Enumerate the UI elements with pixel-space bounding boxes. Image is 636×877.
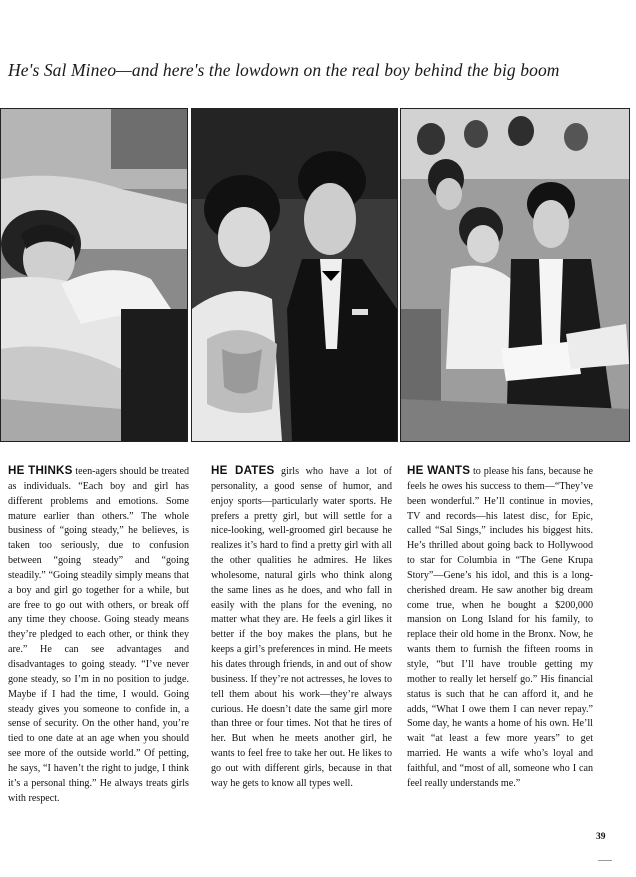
column-paragraph	[211, 464, 392, 792]
column-paragraph	[8, 464, 189, 806]
scan-mark	[598, 860, 612, 861]
column-lead-in: HE DATES	[211, 464, 275, 477]
column-body-text: teen-agers should be treated as individuals. “Each boy and girl has different problems and emotions. Some mature earlier than others.” The whole business of “going steady,” he believes, is taken too seriously, due to confusion between “going steady” and “going steadily.” “Going steadily simply means that a boy and girl go together for a while, but are free to go out with others, or break off any time they choose. Going steady means they’re pledged to each other, or think they are.” He can see advantages and disadvantages to going steady. “I’ve never gone steady, so I’m in no position to judge. Maybe if I had the time, I would. Going steady gives you someone to confide in, a sense of security. On the other hand, you’re tied to one date at an age when you should see more of the outside world.” Of petting, he says, “I haven’t the right to judge, I think it’s a personal thing.” He always treats girls with respect.	[8, 466, 189, 804]
column-lead-in: HE WANTS	[407, 464, 471, 477]
article-headline: He's Sal Mineo—and here's the lowdown on the real boy behind the big boom	[8, 60, 560, 80]
article-column-wants	[407, 464, 593, 848]
article-column-thinks	[8, 464, 189, 848]
column-body-text: to please his fans, because he feels he owes his success to them—“They’ve been wonderful.” He’ll continue in movies, TV and records—his latest disc, for Epic, called “Sal Sings,” includes his biggest hits. He’s thrilled about going back to Hollywood to star for Columbia in “The Gene Krupa Story”—Gene’s his idol, and this is a long-cherished dream. He saw another big dream come true, when he bought a $200,000 mansion on Long Island for his family, to replace their old home in the Bronx. Now, he wants them to furnish the fifteen rooms in style, “but I’ll have trouble getting my mother to really let herself go.” His financial status is such that he can afford it, and he adds, “What I owe them I can never repay.” Some day, he wants a home of his own. He’ll wait “at least a few more years” to get married. He wants a wife who’s loyal and faithful, and “most of all, someone who I can feel really understands me.”	[407, 466, 593, 789]
column-lead-in: HE THINKS	[8, 464, 73, 477]
sal-reclining-on-bed-photo	[0, 108, 188, 442]
column-body-text: girls who have a lot of personality, a good sense of humor, and enjoy sports—particularly water sports. He prefers a pretty girl, but will settle for a nice-looking, well-groomed girl because he realizes it’s hard to find a pretty girl with all the other qualities he admires. He likes wholesome, natural girls who think along the same lines as he does, and who fall in easily with the plans for the evening, no matter what they are. He feels a girl likes it better if the boy makes the plans, but he keeps a girl’s preferences in mind. He meets his dates through friends, in and out of show business. If they’re not actresses, he loves to tell them about his work—they’re always curious. He doesn’t date the same girl more than three or four times. Not that he tires of her. But when he meets another girl, he wants to feel free to take her out. He likes to go out with different girls, because in that way he gets to know all types well.	[211, 466, 392, 789]
column-paragraph	[407, 464, 593, 792]
sal-with-date-at-dance-photo	[191, 108, 398, 442]
page-number: 39	[596, 832, 606, 842]
article-column-dates	[211, 464, 392, 848]
sal-signing-autographs-photo	[400, 108, 630, 442]
